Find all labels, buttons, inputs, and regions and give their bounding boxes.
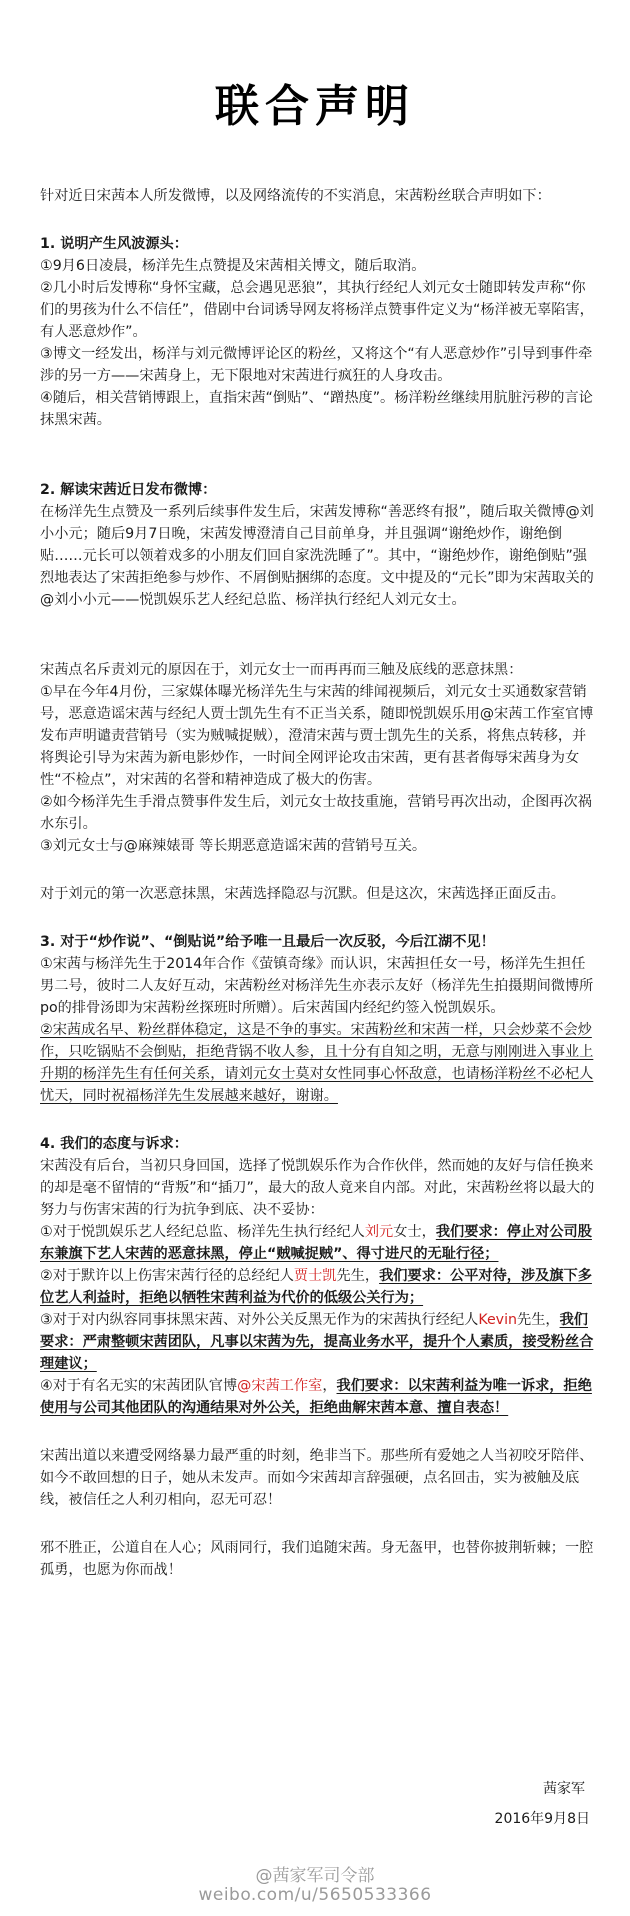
closing-paragraph-2: 邪不胜正，公道自在人心；风雨同行，我们追随宋茜。身无盔甲，也替你披荆斩棘；一腔孤勇，也愿为你而战！ (40, 1540, 594, 1578)
demand-4-text: 我们要求：以宋茜利益为唯一诉求，拒绝使用与公司其他团队的沟通结果对外公关，拒绝曲解宋茜本意、擅自表态！ (40, 1378, 592, 1416)
section-1-item-4: ④随后，相关营销博跟上，直指宋茜“倒贴”、“蹭热度”。杨洋粉丝继续用肮脏污秽的言论抹黑宋茜。 (40, 390, 593, 428)
page-title: 联合声明 (215, 81, 415, 132)
section-3-heading: 3. 对于“炒作说”、“倒贴说”给予唯一且最后一次反驳，今后江湖不见！ (40, 934, 495, 950)
demand-1-text: 我们要求：停止对公司股东兼旗下艺人宋茜的恶意抹黑，停止“贼喊捉贼”、得寸进尺的无耻行径； (40, 1224, 592, 1262)
name-kevin: Kevin (478, 1312, 518, 1328)
section-1-item-1: ①9月6日凌晨，杨洋先生点赞提及宋茜相关博文，随后取消。 (40, 258, 426, 274)
demand-4: ④对于有名无实的宋茜团队官博@宋茜工作室，我们要求：以宋茜利益为唯一诉求，拒绝使用与公司其他团队的沟通结果对外公关，拒绝曲解宋茜本意、擅自表态！ (40, 1378, 592, 1416)
name-liu-yuan: 刘元 (364, 1224, 394, 1240)
demand-3-text: 我们要求：严肃整顿宋茜团队，凡事以宋茜为先，提高业务水平，提升个人素质，接受粉丝合理建议； (40, 1312, 594, 1372)
section-1-item-2: ②几小时后发博称“身怀宝藏，总会遇见恶狼”，其执行经纪人刘元女士随即转发声称“你们的男孩为什么不信任”，借剧中台词诱导网友将杨洋点赞事件定义为“杨洋被无辜陷害，有人恶意炒作”。 (40, 280, 594, 340)
weibo-watermark-url: weibo.com/u/5650533366 (198, 1885, 432, 1905)
weibo-watermark-handle: @茜家军司令部 (255, 1866, 375, 1886)
section-2-paragraph-2: 宋茜点名斥责刘元的原因在于，刘元女士一而再再而三触及底线的恶意抹黑： (40, 662, 523, 678)
section-2-heading: 2. 解读宋茜近日发布微博： (40, 482, 217, 498)
demand-2: ②对于默许以上伤害宋茜行径的总经纪人贾士凯先生，我们要求：公平对待，涉及旗下多位艺人利益时，拒绝以牺牲宋茜利益为代价的低级公关行为； (40, 1268, 592, 1306)
section-2-item-1: ①早在今年4月份，三家媒体曝光杨洋先生与宋茜的绯闻视频后，刘元女士买通数家营销号，恶意造谣宋茜与经纪人贾士凯先生有不正当关系，随即悦凯娱乐用@宋茜工作室官博发布声明谴责营销号（实为贼喊捉贼），澄清宋茜与贾士凯先生的关系，将焦点转移，并将舆论引导为宋茜为新电影炒作，一时间全网评论攻击宋茜，更有甚者侮辱宋茜身为女性“不检点”，对宋茜的名誉和精神造成了极大的伤害。 (40, 684, 594, 788)
section-1-item-3: ③博文一经发出，杨洋与刘元微博评论区的粉丝，又将这个“有人恶意炒作”引导到事件牵涉的另一方——宋茜身上，无下限地对宋茜进行疯狂的人身攻击。 (40, 346, 593, 384)
section-2-item-3: ③刘元女士与@麻辣婊哥 等长期恶意造谣宋茜的营销号互关。 (40, 838, 427, 854)
intro-paragraph: 针对近日宋茜本人所发微博，以及网络流传的不实消息，宋茜粉丝联合声明如下： (40, 188, 551, 204)
closing-paragraph-1: 宋茜出道以来遭受网络暴力最严重的时刻，绝非当下。那些所有爱她之人当初咬牙陪伴、如今不敢回想的日子，她从未发声。而如今宋茜却言辞强硬，点名回击，实为被触及底线，被信任之人利刃相向，忍无可忍！ (40, 1448, 594, 1508)
demand-2-text: 我们要求：公平对待，涉及旗下多位艺人利益时，拒绝以牺牲宋茜利益为代价的低级公关行为； (40, 1268, 592, 1306)
statement-body (40, 185, 595, 1581)
section-3-item-1: ①宋茜与杨洋先生于2014年合作《萤镇奇缘》而认识，宋茜担任女一号，杨洋先生担任男二号，彼时二人友好互动，宋茜粉丝对杨洋先生亦表示友好（杨洋先生拍摄期间微博所po的排骨汤即为宋茜粉丝探班时所赠）。后宋茜国内经纪约签入悦凯娱乐。 (40, 956, 594, 1016)
name-jia-shikai: 贾士凯 (293, 1268, 337, 1284)
demand-1: ①对于悦凯娱乐艺人经纪总监、杨洋先生执行经纪人刘元女士，我们要求：停止对公司股东兼旗下艺人宋茜的恶意抹黑，停止“贼喊捉贼”、得寸进尺的无耻行径； (40, 1224, 592, 1262)
signature: 茜家军 (543, 1781, 585, 1797)
name-studio: @宋茜工作室 (237, 1378, 323, 1394)
section-1-heading: 1. 说明产生风波源头： (40, 236, 188, 252)
section-2-item-2: ②如今杨洋先生手滑点赞事件发生后，刘元女士故技重施，营销号再次出动，企图再次祸水东引。 (40, 794, 592, 832)
section-4-heading: 4. 我们的态度与诉求： (40, 1136, 188, 1152)
section-4-paragraph: 宋茜没有后台，当初只身回国，选择了悦凯娱乐作为合作伙伴，然而她的友好与信任换来的却是毫不留情的“背叛”和“插刀”，最大的敌人竟来自内部。对此，宋茜粉丝将以最大的努力与伤害宋茜的行为抗争到底、决不妥协： (40, 1158, 595, 1218)
date: 2016年9月8日 (494, 1811, 590, 1827)
demand-3: ③对于对内纵容同事抹黑宋茜、对外公关反黑无作为的宋茜执行经纪人Kevin先生，我们要求：严肃整顿宋茜团队，凡事以宋茜为先，提高业务水平，提升个人素质，接受粉丝合理建议； (40, 1312, 594, 1372)
section-2-conclusion: 对于刘元的第一次恶意抹黑，宋茜选择隐忍与沉默。但是这次，宋茜选择正面反击。 (40, 886, 565, 902)
section-3-item-2: ②宋茜成名早、粉丝群体稳定，这是不争的事实。宋茜粉丝和宋茜一样，只会炒菜不会炒作，只吃锅贴不会倒贴，拒绝背锅不收人参，且十分有自知之明，无意与刚刚进入事业上升期的杨洋先生有任何关系，请刘元女士莫对女性同事心怀敌意，也请杨洋粉丝不必杞人忧天，同时祝福杨洋先生发展越来越好，谢谢。 (40, 1022, 594, 1104)
section-2-paragraph-1: 在杨洋先生点赞及一系列后续事件发生后，宋茜发博称“善恶终有报”，随后取关微博@刘小小元；随后9月7日晚，宋茜发博澄清自己目前单身，并且强调“谢绝炒作，谢绝倒贴……元长可以领着戏多的小朋友们回自家洗洗睡了”。其中，“谢绝炒作，谢绝倒贴”强烈地表达了宋茜拒绝参与炒作、不屑倒贴捆绑的态度。文中提及的“元长”即为宋茜取关的@刘小小元——悦凯娱乐艺人经纪总监、杨洋执行经纪人刘元女士。 (40, 504, 594, 608)
